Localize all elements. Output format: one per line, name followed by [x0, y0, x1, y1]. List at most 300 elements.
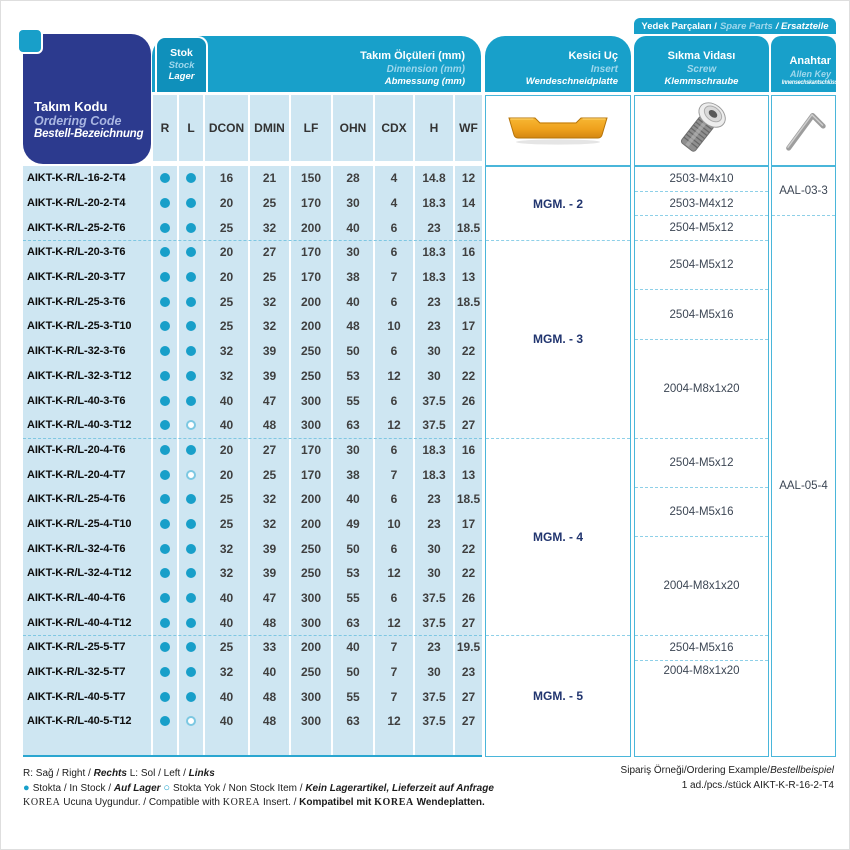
- in-stock-dot: [160, 371, 170, 381]
- ordering-code-en: Ordering Code: [34, 114, 122, 128]
- stock-r-cell: [153, 364, 177, 389]
- screw-tr: Sıkma Vidası: [667, 49, 736, 62]
- dimension-value: 21: [250, 166, 289, 191]
- in-stock-dot: [160, 321, 170, 331]
- insert-tr: Kesici Uç: [568, 49, 618, 62]
- tool-code: AIKT-K-R/L-20-4-T6: [23, 438, 151, 463]
- dimension-value: 6: [375, 586, 413, 611]
- in-stock-dot: [186, 445, 196, 455]
- non-stock-dot: [186, 470, 196, 480]
- dimension-value: 32: [250, 314, 289, 339]
- in-stock-dot: [186, 346, 196, 356]
- stock-r-cell: [153, 536, 177, 561]
- dimension-value: 18.5: [455, 215, 482, 240]
- dimension-value: 50: [333, 660, 373, 685]
- in-stock-dot: [186, 692, 196, 702]
- dimension-value: 200: [291, 635, 331, 660]
- group-separator: [23, 635, 482, 636]
- allen-key-en: Allen Key: [789, 68, 831, 79]
- in-stock-dot: [160, 396, 170, 406]
- table-row: [23, 240, 482, 265]
- dimension-value: 40: [205, 610, 248, 635]
- dimension-value: 19.5: [455, 635, 482, 660]
- stock-r-cell: [153, 339, 177, 364]
- dimension-value: 20: [205, 240, 248, 265]
- spare-parts-banner: [634, 18, 836, 34]
- dimension-value: 6: [375, 339, 413, 364]
- in-stock-dot: [160, 173, 170, 183]
- screw-cell-label: 2504-M5x12: [669, 259, 734, 272]
- dimension-value: 39: [250, 536, 289, 561]
- insert-cell: [486, 167, 630, 241]
- stock-r-cell: [153, 265, 177, 290]
- insert-cell: [486, 241, 630, 439]
- table-row: [23, 339, 482, 364]
- dimension-value: 23: [455, 660, 482, 685]
- dimension-value: 32: [205, 339, 248, 364]
- dimension-value: 7: [375, 265, 413, 290]
- stock-r-cell: [153, 561, 177, 586]
- dimension-value: 25: [205, 314, 248, 339]
- dimension-value: 18.5: [455, 289, 482, 314]
- stock-l-cell: [179, 586, 203, 611]
- clamp-screw-icon: [673, 97, 731, 164]
- dimension-value: 300: [291, 388, 331, 413]
- dimension-value: 25: [205, 215, 248, 240]
- dimension-value: 32: [250, 487, 289, 512]
- footnote-text: KOREA: [222, 796, 261, 808]
- tool-code: AIKT-K-R/L-32-4-T12: [23, 561, 151, 586]
- stock-l-cell: [179, 462, 203, 487]
- table-row: [23, 215, 482, 240]
- spare-parts-de: / Ersatzteile: [775, 20, 829, 32]
- stock-l-cell: [179, 438, 203, 463]
- screw-cell: [635, 216, 768, 241]
- dimension-value: 17: [455, 512, 482, 537]
- dimension-value: 300: [291, 610, 331, 635]
- spare-parts-en: Spare Parts: [719, 20, 773, 32]
- stock-l-cell: [179, 166, 203, 191]
- stock-r-cell: [153, 438, 177, 463]
- dimension-value: 14: [455, 191, 482, 216]
- dimension-value: 22: [455, 364, 482, 389]
- dimension-value: 18.3: [415, 191, 453, 216]
- dimension-value: 300: [291, 684, 331, 709]
- non-stock-dot: ○: [163, 781, 174, 794]
- column-header-dmin: DMIN: [250, 95, 289, 161]
- column-header-wf: WF: [455, 95, 482, 161]
- tool-code: AIKT-K-R/L-32-3-T12: [23, 364, 151, 389]
- non-stock-dot: [186, 420, 196, 430]
- allen-key-icon: [780, 103, 828, 158]
- screw-cell-label: 2504-M5x16: [669, 642, 734, 655]
- filler-cell: [23, 734, 151, 755]
- in-stock-dot: [186, 568, 196, 578]
- in-stock-dot: [160, 198, 170, 208]
- in-stock-dot: [160, 593, 170, 603]
- dimension-value: 16: [455, 438, 482, 463]
- dimension-value: 13: [455, 265, 482, 290]
- tool-code: AIKT-K-R/L-25-2-T6: [23, 215, 151, 240]
- tool-code: AIKT-K-R/L-20-4-T7: [23, 462, 151, 487]
- allen-key-header: [771, 36, 842, 92]
- screw-cell-label: 2504-M5x16: [669, 506, 734, 519]
- dimension-value: 22: [455, 339, 482, 364]
- dimension-value: 200: [291, 487, 331, 512]
- dimension-value: 170: [291, 240, 331, 265]
- tool-code: AIKT-K-R/L-40-3-T6: [23, 388, 151, 413]
- dimension-value: 40: [205, 388, 248, 413]
- dimension-value: 30: [333, 240, 373, 265]
- dimension-value: 30: [415, 536, 453, 561]
- dimension-value: 27: [455, 413, 482, 438]
- dimension-value: 40: [205, 586, 248, 611]
- dimension-value: 16: [455, 240, 482, 265]
- table-row: [23, 191, 482, 216]
- in-stock-dot: [186, 544, 196, 554]
- stock-r-cell: [153, 215, 177, 240]
- dimension-value: 25: [205, 512, 248, 537]
- table-row: [23, 388, 482, 413]
- screw-cell: [635, 537, 768, 636]
- corner-tab: [17, 28, 43, 54]
- dimension-value: 39: [250, 339, 289, 364]
- dimension-value: 48: [250, 684, 289, 709]
- stock-l-cell: [179, 561, 203, 586]
- dimension-value: 48: [250, 709, 289, 734]
- table-row: [23, 289, 482, 314]
- dimension-value: 10: [375, 512, 413, 537]
- dimension-value: 32: [250, 215, 289, 240]
- screw-cell: [635, 167, 768, 192]
- stock-l-cell: [179, 684, 203, 709]
- footnote-text: KOREA: [374, 796, 414, 808]
- dimension-value: 50: [333, 536, 373, 561]
- column-header-cdx: CDX: [375, 95, 413, 161]
- dimension-value: 30: [415, 561, 453, 586]
- column-header-l: L: [179, 95, 203, 161]
- table-row: [23, 635, 482, 660]
- dimension-value: 22: [455, 561, 482, 586]
- stock-r-cell: [153, 610, 177, 635]
- dimension-value: 26: [455, 388, 482, 413]
- stock-r-cell: [153, 388, 177, 413]
- stock-r-cell: [153, 684, 177, 709]
- stock-r-cell: [153, 709, 177, 734]
- in-stock-dot: [186, 297, 196, 307]
- dimension-value: 47: [250, 586, 289, 611]
- stock-r-cell: [153, 413, 177, 438]
- dimension-value: 25: [250, 191, 289, 216]
- insert-column: [485, 95, 631, 757]
- footnote-text: Links: [188, 768, 215, 779]
- dimension-value: 170: [291, 462, 331, 487]
- in-stock-dot: [160, 544, 170, 554]
- dimension-value: 170: [291, 191, 331, 216]
- tool-code: AIKT-K-R/L-32-3-T6: [23, 339, 151, 364]
- dimension-value: 300: [291, 413, 331, 438]
- dimension-value: 30: [415, 660, 453, 685]
- in-stock-dot: [186, 642, 196, 652]
- dimension-value: 23: [415, 289, 453, 314]
- screw-cell: [635, 636, 768, 661]
- dimension-value: 26: [455, 586, 482, 611]
- in-stock-dot: [186, 223, 196, 233]
- dimension-value: 53: [333, 364, 373, 389]
- footnote-text: Stokta / In Stock /: [32, 782, 114, 794]
- in-stock-dot: [186, 371, 196, 381]
- stock-l-cell: [179, 536, 203, 561]
- in-stock-dot: ●: [23, 781, 33, 794]
- in-stock-dot: [160, 716, 170, 726]
- table-row: [23, 438, 482, 463]
- screw-cell: [635, 192, 768, 217]
- footnote-text: KOREA: [23, 796, 61, 808]
- screw-cells: [635, 167, 768, 756]
- filler-cell: [205, 734, 248, 755]
- table-row: [23, 512, 482, 537]
- stock-header: [155, 36, 208, 92]
- dimension-value: 40: [205, 684, 248, 709]
- dimension-value: 23: [415, 487, 453, 512]
- dimension-value: 150: [291, 166, 331, 191]
- footnote-text: Auf Lager: [113, 782, 161, 794]
- column-header-r: R: [153, 95, 177, 161]
- stock-l-cell: [179, 413, 203, 438]
- dimension-value: 40: [205, 413, 248, 438]
- dimension-value: 25: [205, 635, 248, 660]
- stock-l-cell: [179, 215, 203, 240]
- in-stock-dot: [160, 346, 170, 356]
- stock-r-cell: [153, 166, 177, 191]
- dimension-value: 12: [375, 561, 413, 586]
- in-stock-dot: [160, 519, 170, 529]
- stock-r-cell: [153, 240, 177, 265]
- in-stock-dot: [160, 642, 170, 652]
- dimension-value: 20: [205, 265, 248, 290]
- dimension-value: 39: [250, 561, 289, 586]
- dimensions-tr: Takım Ölçüleri (mm): [360, 49, 465, 62]
- dimension-value: 20: [205, 462, 248, 487]
- dimensions-de: Abmessung (mm): [384, 75, 465, 87]
- screw-cell-label: 2004-M8x1x20: [663, 664, 740, 677]
- dimension-value: 17: [455, 314, 482, 339]
- footnote-text: L: Sol / Left /: [126, 768, 189, 779]
- dimension-value: 40: [250, 660, 289, 685]
- ordering-example: [621, 764, 834, 793]
- in-stock-dot: [160, 247, 170, 257]
- table-row: [23, 536, 482, 561]
- dimensions-en: Dimension (mm): [386, 63, 465, 75]
- dimension-value: 300: [291, 586, 331, 611]
- tool-code: AIKT-K-R/L-40-5-T7: [23, 684, 151, 709]
- dimension-value: 32: [205, 364, 248, 389]
- dimension-value: 250: [291, 364, 331, 389]
- dimension-value: 6: [375, 438, 413, 463]
- dimension-value: 250: [291, 561, 331, 586]
- in-stock-dot: [186, 519, 196, 529]
- footnote-text: Kompatibel mit: [299, 796, 375, 808]
- in-stock-dot: [160, 223, 170, 233]
- footnotes: [23, 767, 494, 810]
- stock-r-cell: [153, 191, 177, 216]
- dimension-value: 7: [375, 660, 413, 685]
- allen-key-cell-label: AAL-03-3: [779, 185, 828, 198]
- tool-code: AIKT-K-R/L-25-5-T7: [23, 635, 151, 660]
- dimension-value: 300: [291, 709, 331, 734]
- insert-en: Insert: [590, 63, 618, 75]
- dimension-value: 7: [375, 462, 413, 487]
- in-stock-dot: [186, 247, 196, 257]
- dimension-value: 23: [415, 635, 453, 660]
- footnote-line: [23, 781, 494, 796]
- dimension-value: 55: [333, 586, 373, 611]
- dimension-value: 18.3: [415, 265, 453, 290]
- stock-r-cell: [153, 487, 177, 512]
- screw-cell-label: 2004-M8x1x20: [663, 580, 740, 593]
- dimension-value: 4: [375, 166, 413, 191]
- footnote-text: Insert. /: [260, 796, 300, 808]
- in-stock-dot: [160, 618, 170, 628]
- footnote-line: [23, 796, 494, 810]
- filler-cell: [179, 734, 203, 755]
- in-stock-dot: [186, 494, 196, 504]
- stock-l-cell: [179, 339, 203, 364]
- table-row: [23, 586, 482, 611]
- column-header-ohn: OHN: [333, 95, 373, 161]
- dimension-value: 53: [333, 561, 373, 586]
- in-stock-dot: [186, 198, 196, 208]
- dimension-value: 4: [375, 191, 413, 216]
- dimension-value: 200: [291, 314, 331, 339]
- dimension-value: 37.5: [415, 610, 453, 635]
- in-stock-dot: [186, 593, 196, 603]
- dimension-value: 32: [205, 536, 248, 561]
- grooving-insert-icon: [506, 111, 610, 150]
- dimension-value: 16: [205, 166, 248, 191]
- dimension-value: 14.8: [415, 166, 453, 191]
- table-row: [23, 610, 482, 635]
- dimension-value: 7: [375, 635, 413, 660]
- allen-key-cell-label: AAL-05-4: [779, 480, 828, 493]
- dimension-value: 37.5: [415, 709, 453, 734]
- dimension-value: 38: [333, 265, 373, 290]
- stock-l-cell: [179, 364, 203, 389]
- in-stock-dot: [186, 321, 196, 331]
- tool-code: AIKT-K-R/L-32-4-T6: [23, 536, 151, 561]
- dimension-value: 25: [250, 462, 289, 487]
- dimension-value: 63: [333, 413, 373, 438]
- screw-cell-label: 2504-M5x12: [669, 456, 734, 469]
- tool-code: AIKT-K-R/L-20-3-T6: [23, 240, 151, 265]
- tool-code: AIKT-K-R/L-40-4-T12: [23, 610, 151, 635]
- spare-parts-tr: Yedek Parçaları /: [641, 20, 717, 32]
- insert-cell-label: MGM. - 3: [533, 332, 583, 347]
- dimension-value: 37.5: [415, 684, 453, 709]
- dimension-value: 27: [455, 610, 482, 635]
- dimension-value: 23: [415, 314, 453, 339]
- dimension-value: 10: [375, 314, 413, 339]
- in-stock-dot: [160, 568, 170, 578]
- dimension-value: 40: [333, 289, 373, 314]
- group-separator: [23, 240, 482, 241]
- stock-r-cell: [153, 635, 177, 660]
- dimension-value: 37.5: [415, 388, 453, 413]
- dimension-value: 6: [375, 487, 413, 512]
- dimension-value: 12: [375, 709, 413, 734]
- dimension-value: 40: [333, 487, 373, 512]
- dimension-value: 13: [455, 462, 482, 487]
- in-stock-dot: [160, 667, 170, 677]
- dimension-value: 30: [415, 339, 453, 364]
- table-row: [23, 462, 482, 487]
- ordering-example-line: [621, 779, 834, 794]
- dimension-value: 30: [333, 191, 373, 216]
- stock-r-cell: [153, 314, 177, 339]
- dimension-value: 20: [205, 438, 248, 463]
- group-separator: [23, 438, 482, 439]
- tool-code: AIKT-K-R/L-25-3-T10: [23, 314, 151, 339]
- filler-row: [23, 734, 482, 755]
- dimension-value: 6: [375, 215, 413, 240]
- screw-cell: [635, 488, 768, 537]
- screw-cell-label: 2004-M8x1x20: [663, 382, 740, 395]
- dimension-value: 50: [333, 339, 373, 364]
- tool-code: AIKT-K-R/L-20-2-T4: [23, 191, 151, 216]
- stock-l-cell: [179, 289, 203, 314]
- stock-r-cell: [153, 512, 177, 537]
- dimension-value: 200: [291, 215, 331, 240]
- footnote-text: R: Sağ / Right /: [23, 768, 94, 779]
- stock-l-cell: [179, 388, 203, 413]
- ordering-example-line: [621, 764, 834, 779]
- filler-cell: [375, 734, 413, 755]
- dimension-value: 37.5: [415, 586, 453, 611]
- tool-code: AIKT-K-R/L-40-4-T6: [23, 586, 151, 611]
- dimension-value: 12: [375, 610, 413, 635]
- dimension-value: 12: [375, 413, 413, 438]
- stock-de: Lager: [168, 71, 195, 83]
- allen-key-cell: [772, 216, 835, 756]
- footnote-text: Wendeplatten.: [413, 796, 485, 808]
- stock-l-cell: [179, 487, 203, 512]
- dimension-value: 27: [250, 438, 289, 463]
- filler-cell: [153, 734, 177, 755]
- insert-cell: [486, 636, 630, 756]
- insert-cell-label: MGM. - 4: [533, 529, 583, 544]
- dimension-value: 40: [333, 215, 373, 240]
- dimension-value: 48: [333, 314, 373, 339]
- in-stock-dot: [160, 470, 170, 480]
- dimension-value: 250: [291, 339, 331, 364]
- dimension-value: 22: [455, 536, 482, 561]
- tool-code: AIKT-K-R/L-25-4-T6: [23, 487, 151, 512]
- in-stock-dot: [186, 618, 196, 628]
- dimension-value: 39: [250, 364, 289, 389]
- table-row: [23, 709, 482, 734]
- filler-cell: [415, 734, 453, 755]
- stock-l-cell: [179, 240, 203, 265]
- dimension-value: 25: [205, 289, 248, 314]
- stock-r-cell: [153, 462, 177, 487]
- footnote-text: Sipariş Örneği/Ordering Example/: [620, 765, 771, 776]
- screw-cell: [635, 439, 768, 488]
- dimension-value: 63: [333, 709, 373, 734]
- dimension-value: 30: [415, 364, 453, 389]
- filler-cell: [455, 734, 482, 755]
- dimension-value: 25: [250, 265, 289, 290]
- dimension-value: 40: [205, 709, 248, 734]
